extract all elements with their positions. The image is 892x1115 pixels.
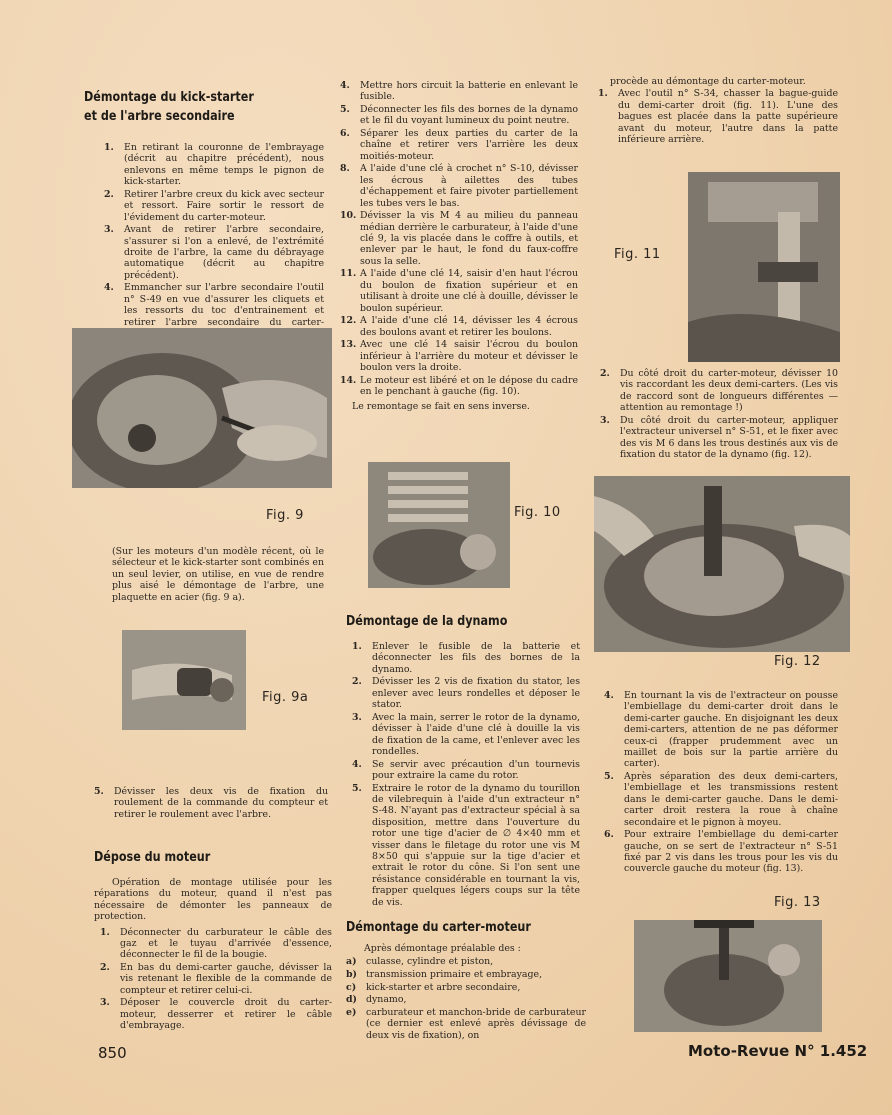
- figure-9-caption: Fig. 9: [266, 508, 304, 523]
- column-3: [598, 76, 838, 147]
- carter-section: [346, 918, 586, 1042]
- list-item: 4. Emmancher sur l'arbre secondaire l'outil n° S-49 en vue d'assurer les cliquets et les ressorts du toc d'entrainement et retirer l'arbre secondaire du carter-: [104, 282, 324, 328]
- list-item: 1. Avec l'outil n° S-34, chasser la bague-guide du demi-carter droit (fig. 11). L'une des bagues est placée dans la patte supérieure avant du moteur, l'autre dans la patte inférieure arrière.: [598, 88, 838, 146]
- column-2: [340, 80, 578, 413]
- list-item: 8. A l'aide d'une clé à crochet n° S-10, dévisser les écrous à ailettes des tubes d'échappement et faire pivoter partiellement les tubes vers le bas.: [340, 163, 578, 209]
- figure-13-caption: Fig. 13: [774, 895, 821, 910]
- carter-steps-2-3: [600, 368, 838, 462]
- figure-10-photo: [368, 462, 510, 588]
- list-item: 3. Avant de retirer l'arbre secondaire, s'assurer si l'on a enlevé, de l'extrémité droite de l'arbre, la came du débrayage automatique (décrit au chapitre précédent).: [104, 224, 324, 281]
- list-item: 6. Séparer les deux parties du carter de la chaîne et retirer vers l'arrière les deux moitiés-moteur.: [340, 128, 578, 162]
- figure-10-caption: Fig. 10: [514, 505, 561, 520]
- list-item: 5. Dévisser les deux vis de fixation du roulement de la commande du compteur et retirer le roulement avec l'arbre.: [94, 786, 328, 820]
- carter-intro: Après démontage préalable des :: [364, 943, 521, 954]
- depose-section: [94, 848, 332, 1033]
- figure-9-photo: [72, 328, 332, 488]
- figure-9a-photo: [122, 630, 246, 730]
- list-item: 1. Déconnecter du carburateur le câble des gaz et le tuyau d'arrivée d'essence, déconnecter le fil de la bougie.: [100, 926, 332, 961]
- depose-intro: Opération de montage utilisée pour les réparations du moteur, quand il n'est pas nécessaire de démonter les panneaux de protection.: [94, 877, 332, 923]
- carter-continued: procède au démontage du carter-moteur.: [610, 76, 806, 87]
- figure-12-caption: Fig. 12: [774, 654, 821, 669]
- figure-12-photo: [594, 476, 850, 652]
- list-item: 12. A l'aide d'une clé 14, dévisser les 4 écrous des boulons avant et retirer les boulons.: [340, 315, 578, 338]
- carter-step-1: [598, 88, 838, 145]
- figure-11-photo: [688, 172, 840, 362]
- dynamo-heading: Démontage de la dynamo: [346, 614, 508, 629]
- magazine-issue: Moto-Revue N° 1.452: [688, 1042, 868, 1060]
- list-item: 14. Le moteur est libéré et on le dépose du cadre en le penchant à gauche (fig. 10).: [340, 374, 578, 398]
- list-item: 2. En bas du demi-carter gauche, dévisser la vis retenant le flexible de la commande de compteur et retirer celui-ci.: [100, 962, 332, 996]
- figure-11-caption: Fig. 11: [614, 247, 661, 262]
- page-number: 850: [98, 1044, 127, 1062]
- figure-13-photo: [634, 920, 822, 1032]
- carter-prerequisites: [346, 956, 586, 1041]
- remontage-note: Le remontage se fait en sens inverse.: [352, 401, 530, 413]
- list-item: e) carburateur et manchon-bride de carburateur (ce dernier est enlevé après dévissage de deux vis de fixation), on: [346, 1006, 586, 1041]
- depose-heading: Dépose du moteur: [94, 850, 211, 865]
- list-item: 13. Avec une clé 14 saisir l'écrou du boulon inférieur à l'arrière du moteur et dévisser le boulon vers la droite.: [340, 339, 578, 374]
- figure-9a-caption: Fig. 9a: [262, 690, 309, 705]
- list-item: 3. Avec la main, serrer le rotor de la dynamo, dévisser à l'aide d'une clé à douille la vis de fixation de la came, et l'enlever avec les rondelles.: [352, 711, 580, 758]
- list-item: 4. Se servir avec précaution d'un tournevis pour extraire la came du rotor.: [352, 758, 580, 782]
- list-item: c) kick-starter et arbre secondaire,: [346, 981, 521, 993]
- list-item: 4. En tournant la vis de l'extracteur on pousse l'embiellage du demi-carter droit dans le demi-carter gauche. En disjoignant les deux demi-carters, attention de ne pas déformer ceux-ci (frapper prudemment avec un maillet de bois sur la partie arrière du carter).: [604, 690, 838, 770]
- carter-heading: Démontage du carter-moteur: [346, 920, 531, 935]
- list-item: 4. Mettre hors circuit la batterie en enlevant le fusible.: [340, 80, 578, 103]
- note-fig-9a: (Sur les moteurs d'un modèle récent, où le sélecteur et le kick-starter sont combinés en un seul levier, on utilise, en vue de rendre plus aisé le démontage de l'arbre, une plaquette en acier (fig. 9 a).: [112, 546, 324, 603]
- list-item: 3. Déposer le couvercle droit du carter-moteur, desserrer et retirer le câble d'embrayage.: [100, 997, 332, 1032]
- list-item: 10. Dévisser la vis M 4 au milieu du panneau médian derrière le carburateur, à l'aide d'une clé 9, la vis placée dans le coffre à outils, et enlever par le haut, le fond du faux-coffre sous la selle.: [340, 210, 578, 267]
- column-1: [84, 88, 328, 341]
- list-item: d) dynamo,: [346, 994, 407, 1006]
- step-5-block: [94, 786, 328, 821]
- list-item: 5. Après séparation des deux demi-carters, l'embiellage et les transmissions restent dans le demi-carter gauche. Dans le demi-carter droit restera la roue à chaîne secondaire et le pignon à moyeu.: [604, 771, 838, 828]
- dynamo-steps: [352, 641, 580, 908]
- dynamo-section: [346, 612, 580, 909]
- kick-starter-heading-line2: et de l'arbre secondaire: [84, 109, 235, 124]
- list-item: 2. Du côté droit du carter-moteur, dévisser 10 vis raccordant les deux demi-carters. (Les vis de raccord sont de longueurs différentes — attention au remontage !): [600, 368, 838, 414]
- kick-starter-heading: Démontage du kick-starter: [84, 90, 254, 105]
- depose-steps: [100, 927, 332, 1032]
- list-item: 5. Extraire le rotor de la dynamo du tourillon de vilebrequin à l'aide d'un extracteur n° S-48. N'ayant pas d'extracteur spécial à sa disposition, mettre dans l'ouverture du rotor une tige d'acier de ∅ 4×40 mm et visser dans le filetage du rotor une vis M 8×50 qui s'appuie sur la tige d'acier et extrait le rotor du cône. Si l'on sent une résistance considérable en tournant la vis, frapper quelques légers coups sur la tête de vis.: [352, 782, 580, 908]
- list-item: 11. A l'aide d'une clé 14, saisir d'en haut l'écrou du boulon de fixation supérieur et en utilisant à droite une clé à douille, dévisser le boulon supérieur.: [340, 268, 578, 314]
- carter-steps-4-6: [604, 690, 838, 876]
- list-item: 1. En retirant la couronne de l'embrayage (décrit au chapitre précédent), nous enlevons en même temps le pignon de kick-starter.: [104, 142, 324, 188]
- list-item: 3. Du côté droit du carter-moteur, appliquer l'extracteur universel n° S-51, et le fixer avec des vis M 6 dans les trous destinés aux vis de fixation du stator de la dynamo (fig. 12).: [600, 414, 838, 461]
- list-item: 2. Dévisser les 2 vis de fixation du stator, les enlever avec leurs rondelles et déposer le stator.: [352, 676, 580, 711]
- list-item: 6. Pour extraire l'embiellage du demi-carter gauche, on se sert de l'extracteur n° S-51 fixé par 2 vis dans les trous pour les vis du couvercle gauche du moteur (fig. 13).: [604, 829, 838, 875]
- list-item: b) transmission primaire et embrayage,: [346, 969, 543, 980]
- list-item: 2. Retirer l'arbre creux du kick avec secteur et ressort. Faire sortir le ressort de l'évidement du carter-moteur.: [104, 188, 324, 223]
- depose-steps-continued: [340, 80, 578, 397]
- list-item: a) culasse, cylindre et piston,: [346, 956, 494, 968]
- list-item: 5. Déconnecter les fils des bornes de la dynamo et le fil du voyant lumineux du point neutre.: [340, 104, 578, 127]
- kick-starter-steps: [104, 142, 324, 339]
- list-item: 1. Enlever le fusible de la batterie et déconnecter les fils des bornes de la dynamo.: [352, 641, 580, 675]
